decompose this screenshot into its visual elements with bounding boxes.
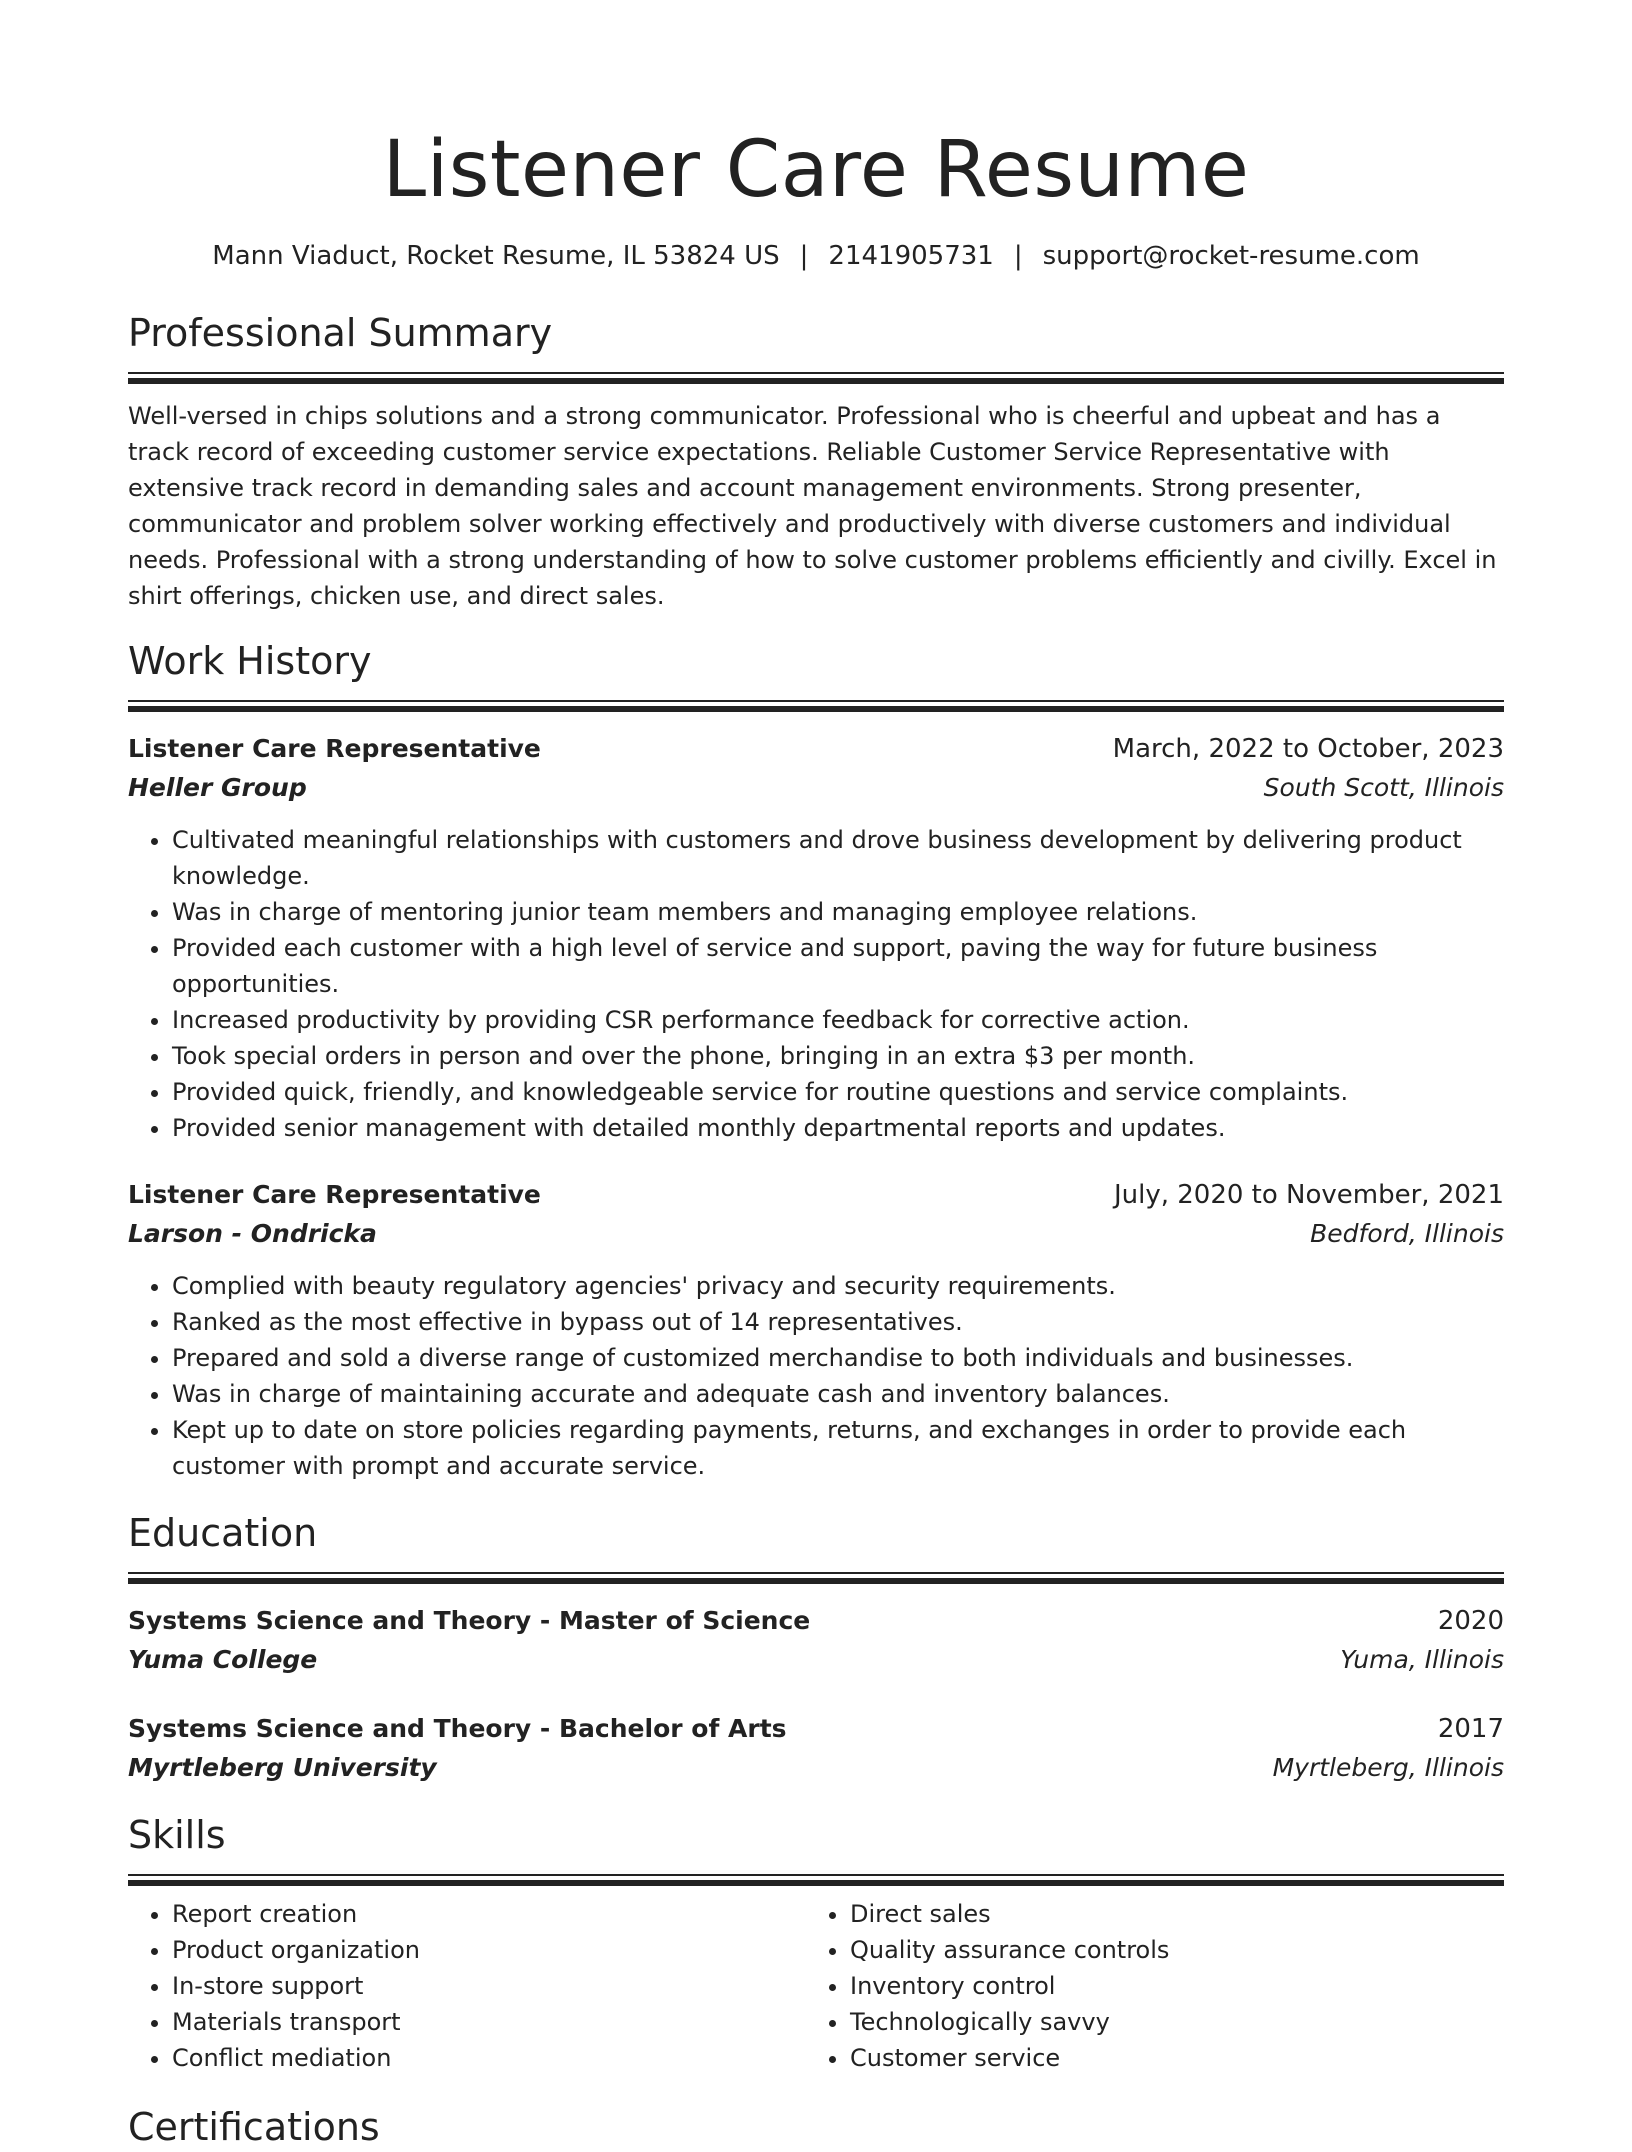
list-item: • Ranked as the most effective in bypass out of 14 representatives.: [172, 1304, 1504, 1340]
section-divider: [128, 700, 1504, 712]
job-dates: July, 2020 to November, 2021: [1113, 1180, 1504, 1210]
job-bullets: [128, 822, 1504, 1146]
skills-section: [128, 1810, 1504, 2076]
section-title-summary: Professional Summary: [128, 311, 553, 355]
education-entry: [128, 1602, 1504, 1680]
job-dates: March, 2022 to October, 2023: [1112, 734, 1504, 764]
skills-list-right: [806, 1896, 1484, 2076]
education-year: 2017: [1437, 1714, 1504, 1744]
list-item: • Provided senior management with detailed monthly departmental reports and updates.: [172, 1110, 1504, 1146]
education-degree: Systems Science and Theory - Master of Science: [128, 1606, 811, 1635]
job-entry: [128, 1176, 1504, 1484]
list-item: • In-store support: [172, 1968, 806, 2004]
list-item: • Inventory control: [850, 1968, 1484, 2004]
job-entry: [128, 730, 1504, 1146]
list-item: • Report creation: [172, 1896, 806, 1932]
list-item: • Customer service: [850, 2040, 1484, 2076]
contact-separator: |: [799, 241, 809, 271]
education-school: Yuma College: [128, 1645, 318, 1674]
list-item: • Technologically savvy: [850, 2004, 1484, 2040]
list-item: • Quality assurance controls: [850, 1932, 1484, 1968]
resume-title: Listener Care Resume: [382, 125, 1250, 215]
section-divider: [128, 372, 1504, 384]
list-item: • Direct sales: [850, 1896, 1484, 1932]
work-history-section: [128, 636, 1504, 1484]
education-section: [128, 1508, 1504, 1788]
list-item: • Complied with beauty regulatory agencies' privacy and security requirements.: [172, 1268, 1504, 1304]
summary-section: [128, 308, 1504, 614]
contact-phone: 2141905731: [828, 241, 994, 271]
education-degree: Systems Science and Theory - Bachelor of Arts: [128, 1714, 787, 1743]
section-divider: [128, 1572, 1504, 1584]
summary-text: Well-versed in chips solutions and a strong communicator. Professional who is cheerful and upbeat and has a track record of exceeding customer service expectations. Reliable Customer Service Representative with extensive track record in demanding sales and account management environments. Strong presenter, communicator and problem solver working effectively and productively with diverse customers and individual needs. Professional with a strong understanding of how to solve customer problems efficiently and civilly. Excel in shirt offerings, chicken use, and direct sales.: [128, 402, 1497, 610]
skills-columns: [128, 1886, 1504, 2076]
list-item: • Cultivated meaningful relationships with customers and drove business development by delivering product knowledge.: [172, 822, 1504, 894]
job-location: South Scott, Illinois: [1263, 773, 1504, 802]
contact-separator: |: [1013, 241, 1023, 271]
job-company: Larson - Ondricka: [128, 1219, 377, 1248]
list-item: • Prepared and sold a diverse range of customized merchandise to both individuals and businesses.: [172, 1340, 1504, 1376]
job-title: Listener Care Representative: [128, 1180, 541, 1209]
contact-email: support@rocket-resume.com: [1042, 241, 1420, 271]
certifications-section: [128, 2102, 1504, 2152]
education-year: 2020: [1437, 1606, 1504, 1636]
education-entry: [128, 1710, 1504, 1788]
resume-page: [128, 120, 1504, 2152]
list-item: • Was in charge of mentoring junior team members and managing employee relations.: [172, 894, 1504, 930]
contact-address: Mann Viaduct, Rocket Resume, IL 53824 US: [212, 241, 780, 271]
list-item: • Materials transport: [172, 2004, 806, 2040]
section-title-skills: Skills: [128, 1813, 226, 1857]
skills-list-left: [128, 1896, 806, 2076]
list-item: • Kept up to date on store policies regarding payments, returns, and exchanges in order to provide each customer with prompt and accurate service.: [172, 1412, 1504, 1484]
section-divider: [128, 1874, 1504, 1886]
list-item: • Product organization: [172, 1932, 806, 1968]
job-location: Bedford, Illinois: [1310, 1219, 1504, 1248]
education-location: Yuma, Illinois: [1340, 1645, 1504, 1674]
job-company: Heller Group: [128, 773, 307, 802]
list-item: • Provided each customer with a high level of service and support, paving the way for future business opportunities.: [172, 930, 1504, 1002]
section-title-education: Education: [128, 1511, 318, 1555]
section-title-work-history: Work History: [128, 639, 372, 683]
job-title: Listener Care Representative: [128, 734, 541, 763]
education-school: Myrtleberg University: [128, 1753, 437, 1782]
list-item: • Took special orders in person and over the phone, bringing in an extra $3 per month.: [172, 1038, 1504, 1074]
section-title-certifications: Certifications: [128, 2105, 380, 2149]
list-item: • Increased productivity by providing CSR performance feedback for corrective action.: [172, 1002, 1504, 1038]
job-bullets: [128, 1268, 1504, 1484]
contact-line: [128, 238, 1504, 274]
education-location: Myrtleberg, Illinois: [1272, 1753, 1504, 1782]
list-item: • Was in charge of maintaining accurate and adequate cash and inventory balances.: [172, 1376, 1504, 1412]
list-item: • Conflict mediation: [172, 2040, 806, 2076]
list-item: • Provided quick, friendly, and knowledgeable service for routine questions and service complaints.: [172, 1074, 1504, 1110]
